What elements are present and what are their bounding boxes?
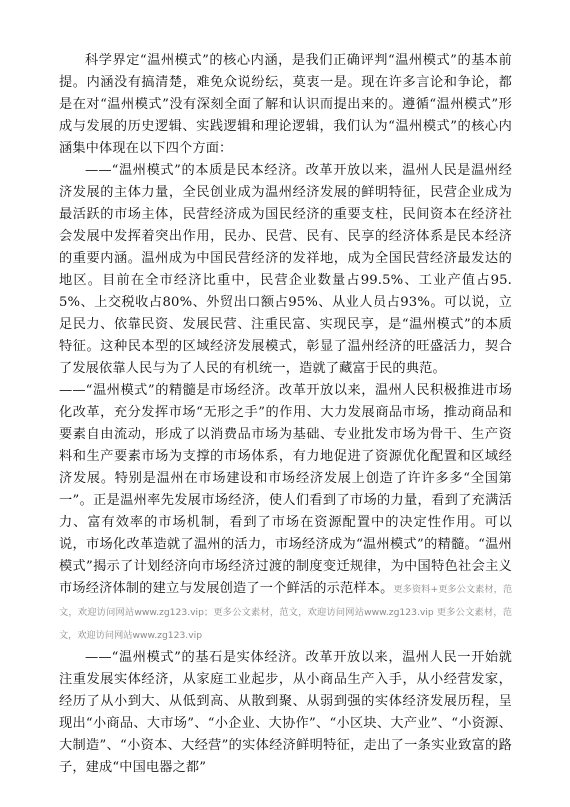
- watermark-text: 更多资料+更多公文素材，范文，欢迎访问网站www.zg123.vip；更多公文素材，范文，欢迎访问网站www.zg123.vip 更多公文素材，范文，欢迎访问网站www.zg123.vip: [59, 584, 513, 641]
- paragraph-intro: 科学界定“温州模式”的核心内涵，是我们正确评判“温州模式”的基本前提。内涵没有搞清楚，难免众说纷纭，莫衷一是。现在许多言论和争论，都是在对“温州模式”没有深刻全面了解和认识而提出来的。遵循“温州模式”形成与发展的历史逻辑、实践逻辑和理论逻辑，我们认为“温州模式”的核心内涵集中体现在以下四个方面：: [59, 53, 512, 156]
- paragraph-market-economy: [59, 380, 512, 647]
- paragraph-private-economy: ——“温州模式”的本质是民本经济。改革开放以来，温州人民是温州经济发展的主体力量，全民创业成为温州经济发展的鲜明特征，民营企业成为最活跃的市场主体，民营经济成为国民经济的重要支柱，民间资本在经济社会发展中发挥着突出作用，民办、民营、民有、民享的经济体系是民本经济的重要内涵。温州成为中国民营经济的发祥地，成为全国民营经济最发达的地区。目前在全市经济比重中，民营企业数量占99.5%、工业产值占95.5%、上交税收占80%、外贸出口额占95%、从业人员占93%。可以说，立足民力、依靠民资、发展民营、注重民富、实现民享，是“温州模式”的本质特征。这种民本型的区域经济发展模式，彰显了温州经济的旺盛活力，契合了发展依靠人民与为了人民的有机统一，造就了藏富于民的典范。: [59, 163, 512, 376]
- paragraph-real-economy: ——“温州模式”的基石是实体经济。改革开放以来，温州人民一开始就注重发展实体经济，从家庭工业起步，从小商品生产入手，从小经营发家，经历了从小到大、从低到高、从散到聚、从弱到强的实体经济发展历程，呈现出“小商品、大市场”、“小企业、大协作”、“小区块、大产业”、“小资源、大制造”、“小资本、大经营”的实体经济鲜明特征，走出了一条实业致富的路子，建成“中国电器之都”: [59, 650, 512, 775]
- paragraph-market-economy-text: ——“温州模式”的精髓是市场经济。改革开放以来，温州人民积极推进市场化改革，充分发挥市场“无形之手”的作用、大力发展商品市场，推动商品和要素自由流动，形成了以消费品市场为基础、专业批发市场为骨干、生产资料和生产要素市场为支撑的市场体系，有力地促进了资源优化配置和区域经济发展。特别是温州在市场建设和市场经济发展上创造了许许多多“全国第一”。正是温州率先发展市场经济，使人们看到了市场的力量，看到了充满活力、富有效率的市场机制，看到了市场在资源配置中的决定性作用。可以说，市场化改革造就了温州的活力，市场经济成为“温州模式”的精髓。“温州模式”揭示了计划经济向市场经济过渡的制度变迁规律，为中国特色社会主义市场经济体制的建立与发展创造了一个鲜活的示范样本。: [59, 383, 512, 596]
